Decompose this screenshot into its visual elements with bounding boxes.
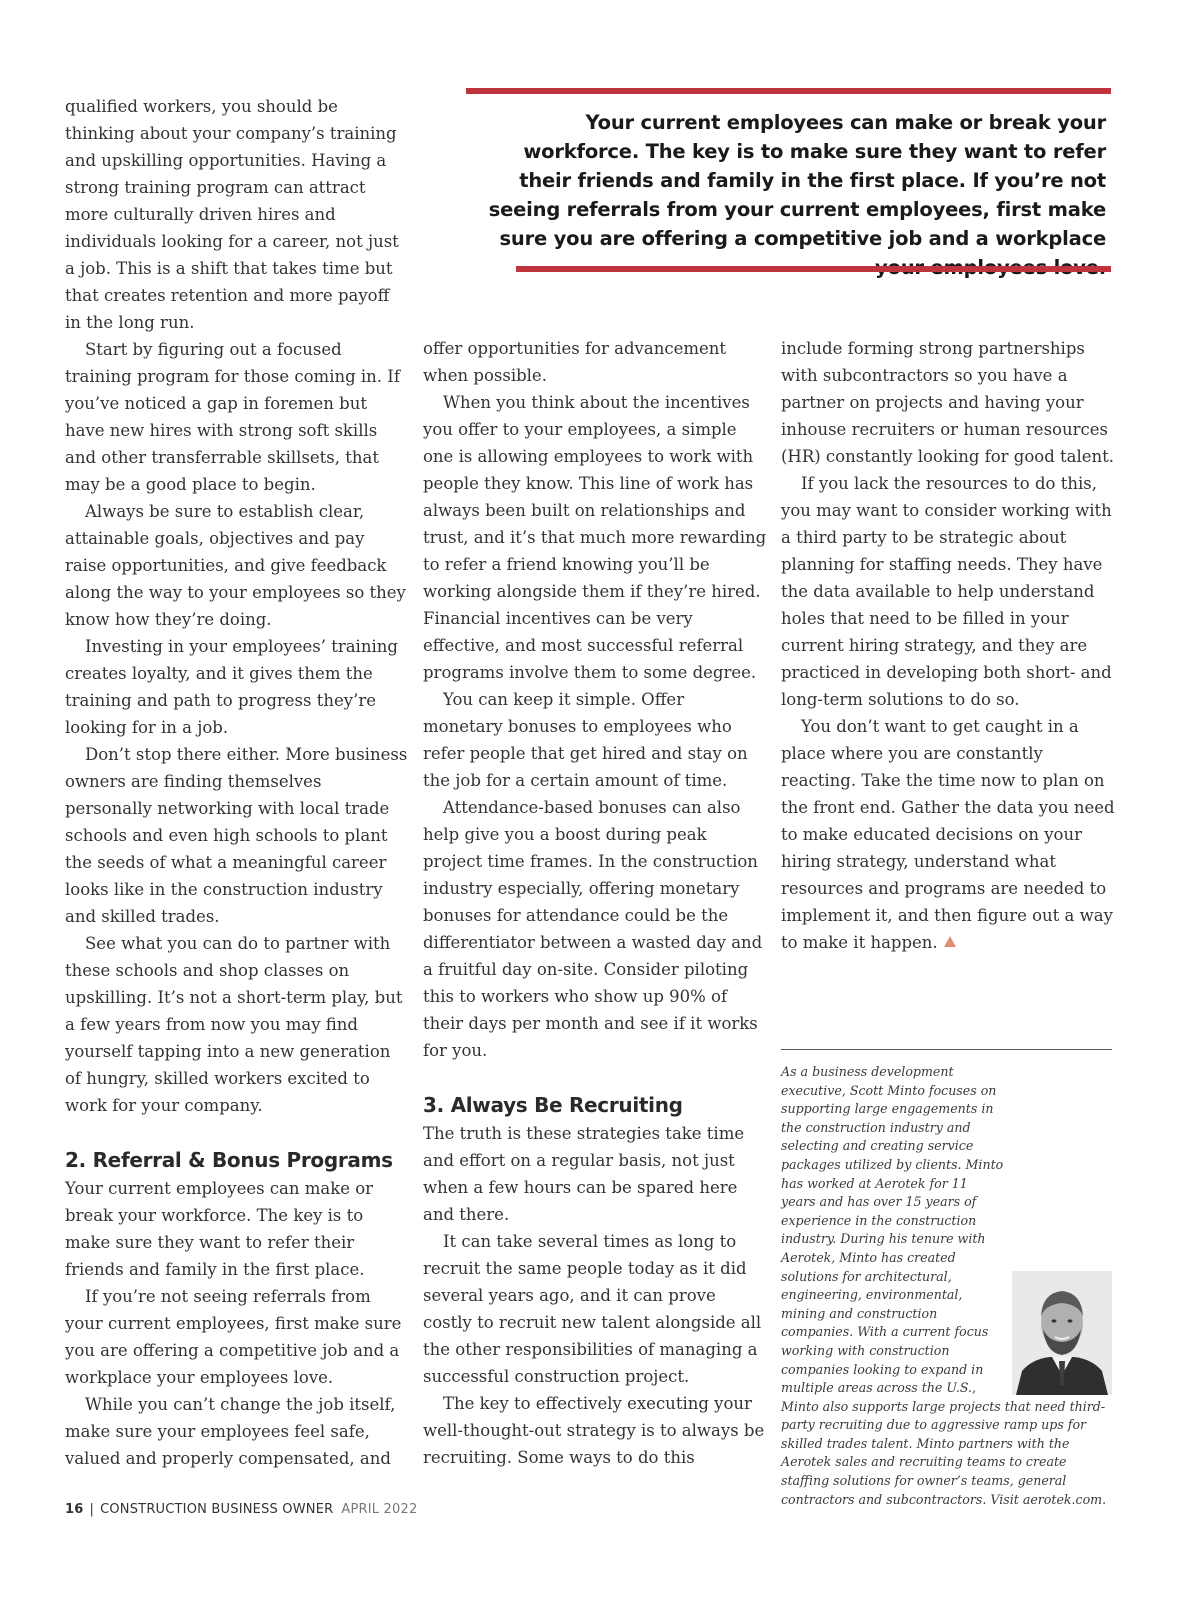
article-column-3 (781, 335, 1121, 956)
paragraph: Always be sure to establish clear, attainable goals, objectives and pay raise opportunities, and give feedback along the way to your employees so they know how they’re doing. (65, 502, 406, 629)
paragraph: include forming strong partnerships with subcontractors so you have a partner on projects and having your inhouse recruiters or human resources (HR) constantly looking for good talent. (781, 339, 1115, 466)
paragraph: Attendance-based bonuses can also help give you a boost during peak project time frames. In the construction industry especially, offering monetary bonuses for attendance could be the differentiator between a wasted day and a fruitful day on-site. Consider piloting this to workers who show up 90% of their days per month and see if it works for you. (423, 798, 763, 1060)
paragraph: The key to effectively executing your well-thought-out strategy is to always be recruiting. Some ways to do this (423, 1394, 765, 1467)
paragraph: offer opportunities for advancement when possible. (423, 339, 727, 385)
paragraph: Your current employees can make or break your workforce. The key is to make sure they want to refer their friends and family in the first place. (65, 1179, 374, 1279)
paragraph: It can take several times as long to recruit the same people today as it did several years ago, and it can prove costly to recruit new talent alongside all the other responsibilities of managing a successful construction project. (423, 1232, 762, 1386)
pull-quote-top-rule (466, 88, 1111, 94)
publication-name: CONSTRUCTION BUSINESS OWNER (100, 1502, 334, 1517)
paragraph (781, 713, 1121, 956)
author-photo (1012, 1271, 1112, 1395)
paragraph: If you lack the resources to do this, you may want to consider working with a third party to be strategic about planning for staffing needs. They have the data available to help understand holes that need to be filled in your current hiring strategy, and they are practiced in developing both short- and long-term solutions to do so. (781, 474, 1112, 709)
paragraph: Don’t stop there either. More business owners are finding themselves personally networking with local trade schools and even high schools to plant the seeds of what a meaningful career looks like in the construction industry and skilled trades. (65, 745, 408, 926)
pull-quote-bottom-rule (516, 266, 1111, 272)
section-gap (423, 1064, 768, 1090)
section-heading-referral-bonus: 2. Referral & Bonus Programs (65, 1148, 393, 1172)
paragraph: Start by figuring out a focused training program for those coming in. If you’ve noticed a gap in foremen but have new hires with strong soft skills and other transferrable skillsets, that may be a good place to begin. (65, 340, 400, 494)
article-column-1 (65, 93, 410, 1472)
paragraph: qualified workers, you should be thinking about your company’s training and upskilling opportunities. Having a strong training program can attract more culturally driven hires and individuals looking for a career, not just a job. This is a shift that takes time but that creates retention and more payoff in the long run. (65, 97, 399, 332)
author-portrait-icon (1012, 1271, 1112, 1395)
footer-separator: | (89, 1502, 95, 1517)
pull-quote-text: Your current employees can make or break your workforce. The key is to make sure they want to refer their friends and family in the first place. If you’re not seeing referrals from your current employees, first make sure you are offering a competitive job and a workplace (488, 111, 1106, 250)
page-number: 16 (65, 1502, 84, 1517)
paragraph: Investing in your employees’ training creates loyalty, and it gives them the training and path to progress they’re looking for in a job. (65, 637, 398, 737)
paragraph: When you think about the incentives you offer to your employees, a simple one is allowing employees to work with people they know. This line of work has always been built on relationships and trust, and it’s that much more rewarding to refer a friend knowing you’ll be working alongside them if they’re hired. Financial incentives can be very effective, and most successful referral programs involve them to some degree. (423, 393, 767, 682)
paragraph-text: You don’t want to get caught in a place where you are constantly reacting. Take the time now to plan on the front end. Gather the data you need to make educated decisions on your hiring strategy, understand what resources and programs are needed to implement it, and then figure out a way to make it happen. (781, 717, 1115, 952)
paragraph: You can keep it simple. Offer monetary bonuses to employees who refer people that get hired and stay on the job for a certain amount of time. (423, 690, 748, 790)
end-of-article-triangle-icon (944, 936, 956, 947)
paragraph: The truth is these strategies take time and effort on a regular basis, not just when a few hours can be spared here and there. (423, 1124, 745, 1224)
section-gap (65, 1119, 410, 1145)
paragraph: If you’re not seeing referrals from your current employees, first make sure you are offering a competitive job and a workplace your employees love. (65, 1287, 402, 1387)
page-footer (65, 1502, 417, 1517)
author-bio (781, 1063, 1112, 1509)
article-column-2 (423, 335, 768, 1471)
author-bio-text: As a business development executive, Scott Minto focuses on supporting large engagements in the construction industry and selecting and creating service packages utilized by clients. Minto has worked at Aerotek for 11 years and has over 15 years of experience in the construction industry. During his tenure with Aerotek, Minto has created solutions for architectural, engineering, environmental, mining and construction companies. With a current focus working with construction companies looking to expand in multiple areas across the U.S., Minto also supports large projects that need third-party recruiting due to aggressive ramp ups for skilled trades talent. Minto partners with the Aerotek sales and recruiting teams to create staffing solutions for owner’s teams, general contractors and subcontractors. Visit aerotek.com. (781, 1064, 1107, 1507)
bio-divider (781, 1049, 1112, 1050)
paragraph: See what you can do to partner with these schools and shop classes on upskilling. It’s not a short-term play, but a few years from now you may find yourself tapping into a new generation of hungry, skilled workers excited to work for your company. (65, 934, 403, 1115)
section-heading-always-recruiting: 3. Always Be Recruiting (423, 1093, 683, 1117)
pull-quote (466, 88, 1111, 274)
issue-date: APRIL 2022 (341, 1502, 418, 1517)
paragraph: While you can’t change the job itself, make sure your employees feel safe, valued and properly compensated, and (65, 1395, 396, 1468)
